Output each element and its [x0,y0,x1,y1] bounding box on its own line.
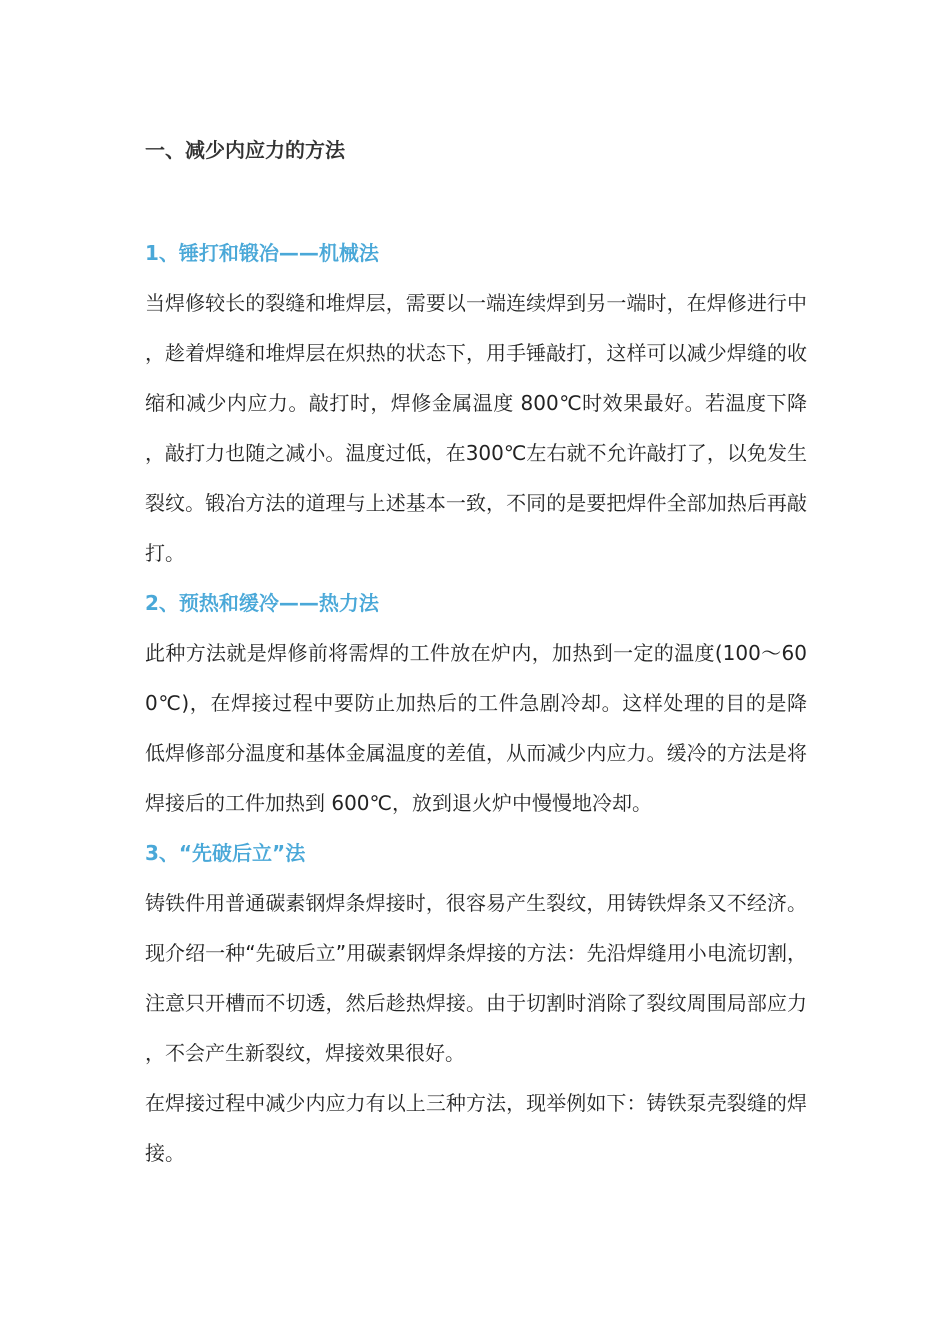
section-heading: 2、预热和缓冷——热力法 [145,591,379,615]
document-content [145,128,807,1178]
closing-paragraph: 在焊接过程中减少内应力有以上三种方法，现举例如下：铸铁泵壳裂缝的焊接。 [145,1091,807,1165]
page-title: 一、减少内应力的方法 [145,138,345,162]
section-paragraph: 此种方法就是焊修前将需焊的工件放在炉内，加热到一定的温度(100～600℃)，在焊接过程中要防止加热后的工件急剧冷却。这样处理的目的是降低焊修部分温度和基体金属温度的差值，从而减少内应力。缓冷的方法是将焊接后的工件加热到 600℃，放到退火炉中慢慢地冷却。 [145,641,807,815]
section-hammering [145,228,807,578]
section-break-then-build [145,828,807,1078]
section-heading: 1、锤打和锻冶——机械法 [145,241,379,265]
section-preheating [145,578,807,828]
section-paragraph: 当焊修较长的裂缝和堆焊层，需要以一端连续焊到另一端时，在焊修进行中，趁着焊缝和堆焊层在炽热的状态下，用手锤敲打，这样可以减少焊缝的收缩和减少内应力。敲打时，焊修金属温度 800℃时效果最好。若温度下降，敲打力也随之减小。温度过低，在300℃左右就不允许敲打了，以免发生裂纹。锻冶方法的道理与上述基本一致，不同的是要把焊件全部加热后再敲打。 [145,291,807,565]
section-paragraph: 铸铁件用普通碳素钢焊条焊接时，很容易产生裂纹，用铸铁焊条又不经济。现介绍一种“先破后立”用碳素钢焊条焊接的方法：先沿焊缝用小电流切割，注意只开槽而不切透，然后趁热焊接。由于切割时消除了裂纹周围局部应力，不会产生新裂纹，焊接效果很好。 [145,891,807,1065]
section-heading: 3、“先破后立”法 [145,841,306,865]
